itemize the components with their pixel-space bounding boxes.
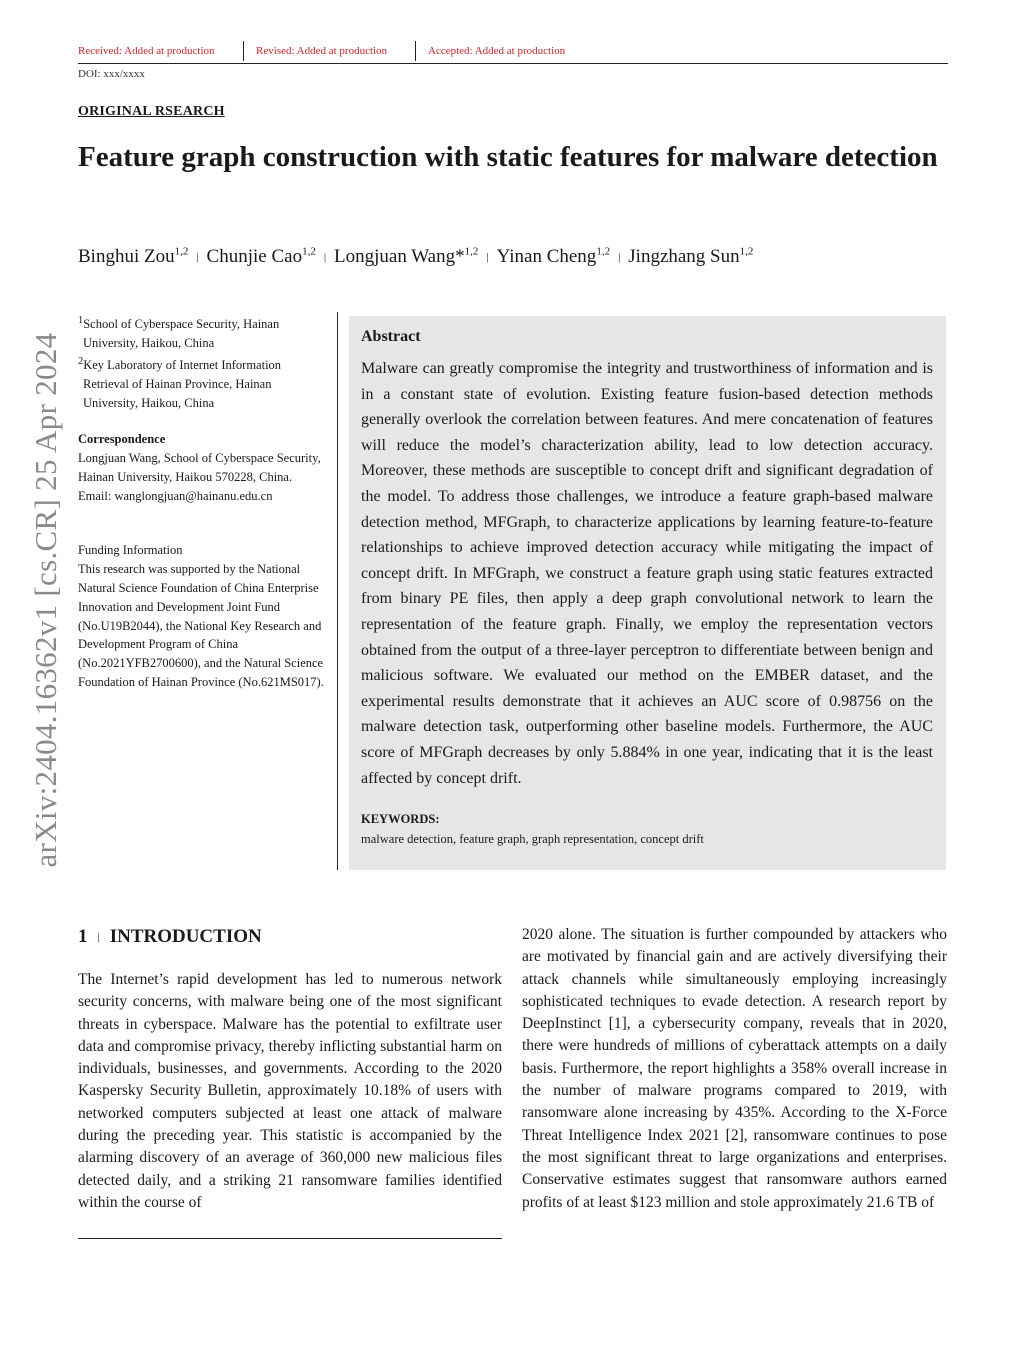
abstract-text: Malware can greatly compromise the integrity and trustworthiness of information and is in a constant state of evolution. Existing feature fusion-based detection methods generally overlook the correlation between features. And mere concatenation of features will reduce the model’s characterization ability, lead to low detection accuracy. Moreover, these methods are susceptible to concept drift and significant degradation of the model. To address those challenges, we introduce a feature graph-based malware detection method, MFGraph, to characterize applications by learning feature-to-feature relationships to achieve improved detection accuracy while mitigating the impact of concept drift. In MFGraph, we construct a feature graph using static features extracted from binary PE files, then apply a deep graph convolutional network to learn the representation of the feature graph. Finally, we employ the representation vectors obtained from the output of a three-layer perceptron to differentiate between benign and malicious software. We evaluated our method on the EMBER dataset, and the experimental results demonstrate that it achieves an AUC score of 0.98756 on the malware detection task, outperforming other baseline models. Furthermore, the AUC score of MFGraph decreases by only 5.884% in one year, indicating that it is the least affected by concept drift.: [361, 360, 933, 787]
header-rule: [78, 63, 948, 64]
keywords-heading: KEYWORDS:: [361, 812, 440, 826]
paper-title: Feature graph construction with static features for malware detection: [78, 141, 938, 173]
column-divider: [337, 312, 338, 870]
heading-separator: |: [97, 931, 100, 943]
section-heading: [78, 926, 262, 948]
author: Longjuan Wang*$^{1,2}$: [334, 246, 479, 268]
revised-date: Revised: Added at production: [256, 45, 388, 57]
author-separator: |: [323, 251, 327, 264]
author: Chunjie Cao$^{1,2}$: [206, 246, 316, 268]
abstract-box: [349, 316, 946, 870]
body-text-left: The Internet’s rapid development has led to numerous network security concerns, with malware being one of the most significant threats in cyberspace. Malware has the potential to exfiltrate user data and compromise privacy, thereby inflicting substantial harm on individuals, businesses, and governments. According to the 2020 Kaspersky Security Bulletin, approximately 10.18% of users with networked computers subjected at least one attack of malware during the preceding year. This statistic is accompanied by the alarming discovery of an average of 360,000 new malicious files detected daily, and a striking 21 ransomware families identified within the course of: [78, 971, 502, 1211]
accepted-date: Accepted: Added at production: [428, 45, 566, 57]
author-list: [78, 246, 753, 268]
author-separator: |: [618, 251, 621, 264]
funding-heading: Funding Information: [78, 543, 183, 558]
body-text-right: 2020 alone. The situation is further compounded by attackers who are motivated by financial gain and are actively diversifying their attack channels while simultaneously employing increasingly sophisticated techniques to evade detection. A research report by DeepInstinct [1], a cybersecurity company, reveals that in 2020, there were hundreds of millions of cyberattack attempts on a daily basis. Furthermore, the report highlights a 358% overall increase in the number of malware programs compared to 2019, with ransomware alone increasing by 435%. According to the X-Force Threat Intelligence Index 2021 [2], ransomware continues to pose the most significant threat to large organizations and enterprises. Conservative estimates suggest that ransomware authors earned profits of at least $123 million and stole approximately 21.6 TB of: [522, 926, 947, 1211]
abstract-heading: Abstract: [361, 328, 421, 345]
history-divider: [243, 41, 244, 61]
section-number: 1: [78, 926, 88, 947]
doi: DOI: xxx/xxxx: [78, 68, 145, 80]
article-history: [78, 44, 948, 64]
correspondence-text: Longjuan Wang, School of Cyberspace Security, Hainan University, Haikou 570228, China.: [78, 451, 321, 484]
author-separator: |: [486, 251, 489, 264]
arxiv-stamp: arXiv:2404.16362v1 [cs.CR] 25 Apr 2024: [28, 332, 63, 868]
section-title: INTRODUCTION: [109, 926, 262, 947]
author: Jingzhang Sun$^{1,2}$: [628, 246, 754, 268]
received-date: Received: Added at production: [78, 45, 215, 57]
funding-text: This research was supported by the National Natural Science Foundation of China Enterprise Innovation and Development Joint Fund (No.U19B2044), the National Key Research and Development Program of China (No.2021YFB2700600), and the Natural Science Foundation of Hainan Province (No.621MS017).: [78, 562, 324, 690]
author-separator: |: [196, 251, 199, 264]
affiliation: $^1$School of Cyberspace Security, Hainan University, Haikou, China: [78, 315, 280, 350]
author: Yinan Cheng$^{1,2}$: [496, 246, 611, 268]
history-divider: [415, 41, 416, 61]
affiliations-column: [78, 312, 328, 692]
keywords-text: malware detection, feature graph, graph representation, concept drift: [361, 832, 704, 846]
section-label: ORIGINAL RSEARCH: [78, 104, 225, 119]
correspondence-heading: Correspondence: [78, 432, 166, 447]
author: Binghui Zou$^{1,2}$: [78, 246, 189, 268]
affiliation: $^2$Key Laboratory of Internet Information Retrieval of Hainan Province, Hainan University, Haikou, China: [78, 355, 282, 410]
correspondence-email[interactable]: Email: wanglongjuan@hainanu.edu.cn: [78, 488, 273, 503]
footnote-rule: [78, 1238, 502, 1239]
